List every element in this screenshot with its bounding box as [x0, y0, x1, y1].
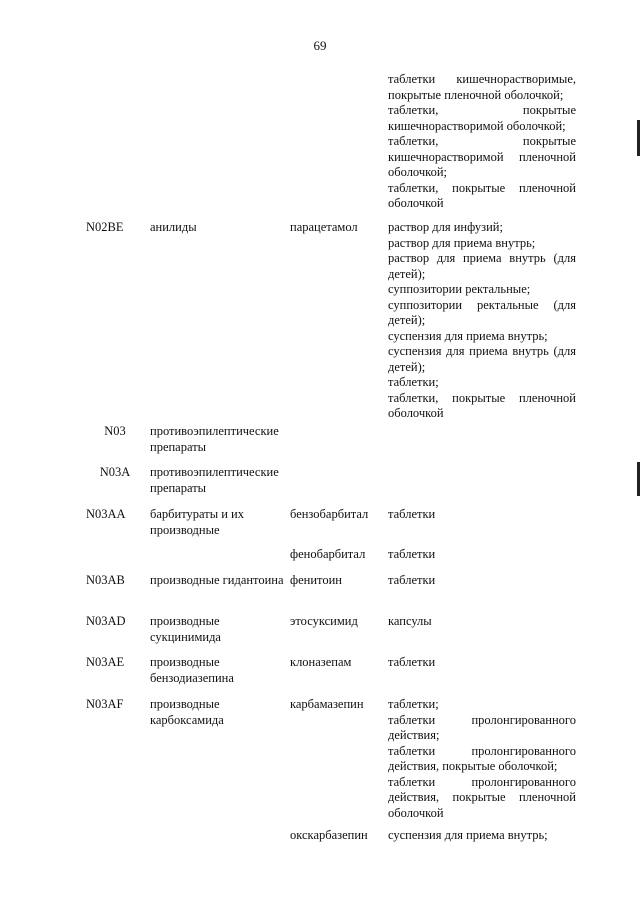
atc-group: анилиды: [150, 220, 197, 234]
drug-name: клоназепам: [290, 655, 352, 669]
dosage-form: раствор для приема внутрь (для детей);: [388, 251, 576, 281]
forms-cell: [388, 547, 576, 563]
dosage-form: таблетки, покрытые кишечнорастворимой оболочкой;: [388, 103, 576, 133]
forms-cell: [388, 72, 576, 212]
atc-code: N03AD: [86, 614, 126, 628]
dosage-form: суппозитории ректальные;: [388, 282, 531, 296]
forms-cell: [388, 507, 576, 523]
dosage-form: суспензия для приема внутрь;: [388, 828, 548, 842]
dosage-form: таблетки кишечнорастворимые, покрытые пленочной оболочкой;: [388, 72, 576, 102]
drug-name: бензобарбитал: [290, 507, 369, 521]
atc-code: N03: [104, 424, 126, 438]
dosage-form: суспензия для приема внутрь;: [388, 328, 548, 343]
dosage-form: таблетки: [388, 547, 436, 561]
drug-name: окскарбазепин: [290, 828, 368, 842]
forms-cell: [388, 655, 576, 671]
dosage-form: таблетки пролонгированного действия, покрытые пленочной оболочкой: [388, 774, 576, 820]
atc-code: N03A: [99, 465, 131, 479]
atc-group: барбитураты и их производные: [150, 507, 244, 537]
atc-code: N03AA: [86, 507, 126, 521]
drug-name: парацетамол: [290, 220, 358, 234]
atc-group: производные гидантоина: [150, 573, 284, 587]
atc-group: противоэпилептические препараты: [150, 465, 279, 495]
dosage-form: таблетки;: [388, 375, 439, 389]
drug-name: фенитоин: [290, 573, 342, 587]
atc-code: N03AF: [86, 697, 124, 711]
forms-cell: [388, 220, 576, 422]
dosage-form: таблетки: [388, 507, 436, 521]
forms-cell: [388, 828, 576, 844]
dosage-form: таблетки, покрытые пленочной оболочкой: [388, 390, 576, 420]
dosage-form: суспензия для приема внутрь (для детей);: [388, 344, 576, 374]
atc-code: N02BE: [86, 220, 124, 234]
dosage-form: таблетки;: [388, 697, 439, 711]
atc-group: производные сукцинимида: [150, 614, 221, 644]
dosage-form: капсулы: [388, 614, 432, 628]
dosage-form: таблетки: [388, 655, 436, 669]
dosage-form: таблетки, покрытые кишечнорастворимой пленочной оболочкой;: [388, 134, 576, 179]
atc-group: производные бензодиазепина: [150, 655, 234, 685]
dosage-form: таблетки пролонгированного действия;: [388, 712, 576, 742]
dosage-form: раствор для приема внутрь;: [388, 235, 536, 250]
drug-name: этосуксимид: [290, 614, 358, 628]
page-number: 69: [313, 38, 327, 53]
atc-code: N03AB: [86, 573, 125, 587]
dosage-form: раствор для инфузий;: [388, 220, 503, 234]
drug-name: карбамазепин: [290, 697, 364, 711]
forms-cell: [388, 573, 576, 589]
dosage-form: таблетки пролонгированного действия, покрытые оболочкой;: [388, 743, 576, 773]
atc-code: N03AE: [86, 655, 125, 669]
dosage-form: таблетки, покрытые пленочной оболочкой: [388, 180, 576, 210]
forms-cell: [388, 697, 576, 821]
dosage-form: таблетки: [388, 573, 436, 587]
dosage-form: суппозитории ректальные (для детей);: [388, 297, 576, 327]
atc-group: производные карбоксамида: [150, 697, 224, 727]
forms-cell: [388, 614, 576, 630]
atc-group: противоэпилептические препараты: [150, 424, 279, 454]
drug-name: фенобарбитал: [290, 547, 366, 561]
